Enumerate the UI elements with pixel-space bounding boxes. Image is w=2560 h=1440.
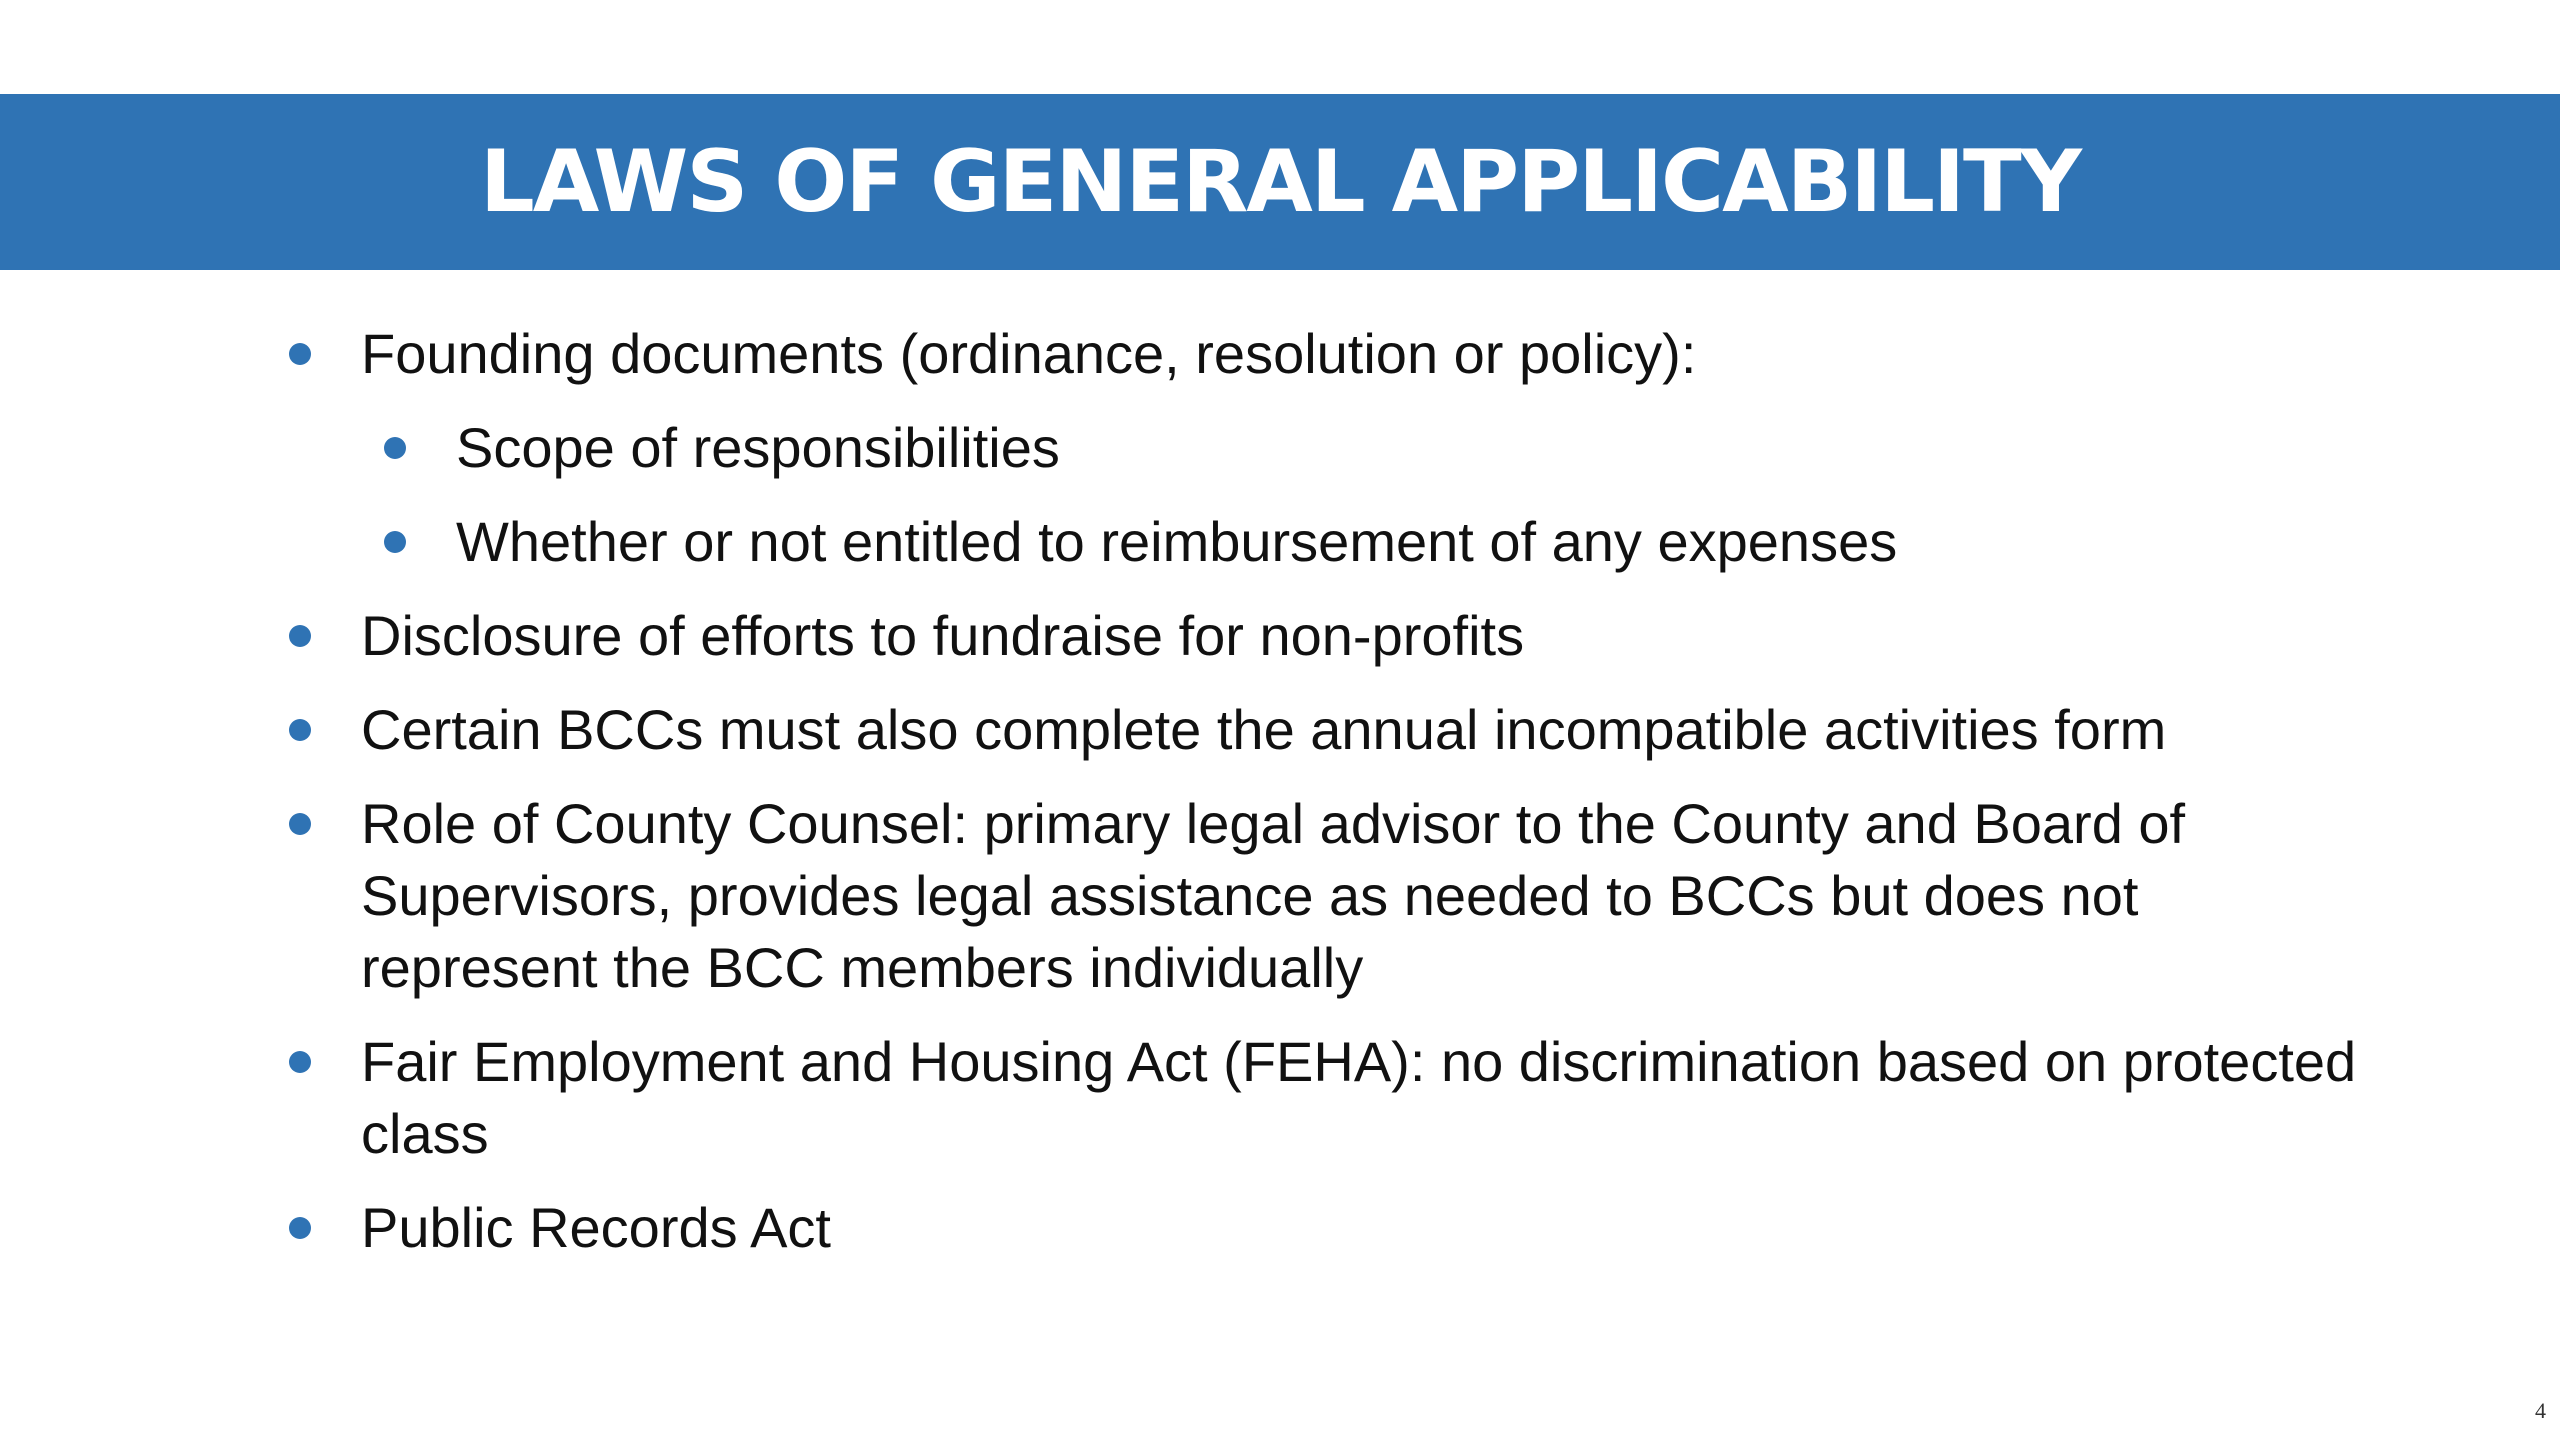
bullet-icon — [289, 343, 311, 365]
slide-title: LAWS OF GENERAL APPLICABILITY — [480, 132, 2080, 232]
bullet-text: Fair Employment and Housing Act (FEHA): no discrimination based on protected class — [361, 1030, 2357, 1165]
bullet-text: Certain BCCs must also complete the annual incompatible activities form — [361, 698, 2167, 761]
bullet-list — [287, 318, 2357, 1286]
bullet-icon — [289, 625, 311, 647]
bullet-icon — [289, 1051, 311, 1073]
bullet-item-feha — [287, 1026, 2357, 1170]
sub-bullet-text: Scope of responsibilities — [456, 416, 1060, 479]
bullet-text: Disclosure of efforts to fundraise for non-profits — [361, 604, 1525, 667]
title-bar — [0, 94, 2560, 270]
sub-bullet-text: Whether or not entitled to reimbursement of any expenses — [456, 510, 1898, 573]
bullet-item-public-records — [287, 1192, 2357, 1264]
bullet-icon — [384, 437, 406, 459]
bullet-icon — [289, 719, 311, 741]
bullet-item-county-counsel — [287, 788, 2357, 1004]
page-number: 4 — [2535, 1398, 2546, 1423]
bullet-text: Role of County Counsel: primary legal advisor to the County and Board of Supervisors, provides legal assistance as needed to BCCs but does not represent the BCC members individually — [361, 792, 2186, 999]
sub-bullet-item-reimbursement — [382, 506, 2357, 578]
bullet-icon — [289, 1217, 311, 1239]
bullet-icon — [384, 531, 406, 553]
bullet-icon — [289, 813, 311, 835]
bullet-item-incompatible-activities — [287, 694, 2357, 766]
bullet-text: Founding documents (ordinance, resolution or policy): — [361, 322, 1697, 385]
bullet-item-fundraising-disclosure — [287, 600, 2357, 672]
bullet-item-founding-documents — [287, 318, 2357, 390]
bullet-text: Public Records Act — [361, 1196, 831, 1259]
sub-bullet-item-scope — [382, 412, 2357, 484]
